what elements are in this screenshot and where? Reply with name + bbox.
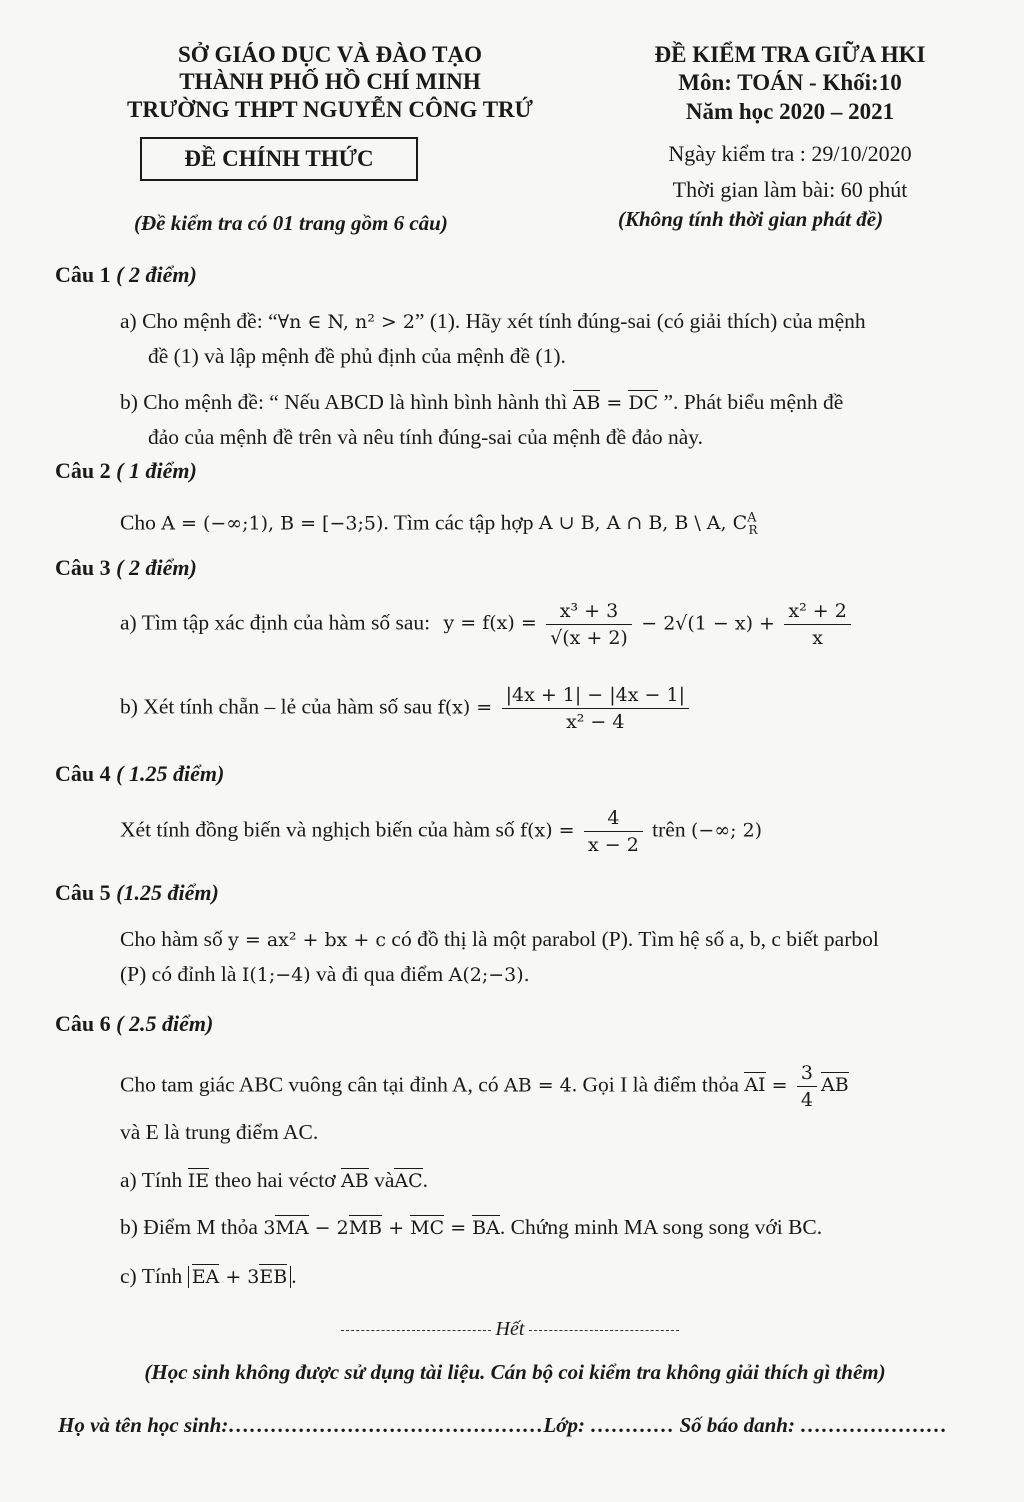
- question-6-midpoint: và E là trung điểm AC.: [120, 1120, 319, 1144]
- exam-title: ĐỀ KIỂM TRA GIỮA HKI: [654, 42, 926, 67]
- question-6b: b) Điểm M thỏa 3MA − 2MB + MC = BA. Chứng minh MA song song với BC.: [120, 1215, 823, 1239]
- question-4: Xét tính đồng biến và nghịch biến của hàm số f(x) = $\frac{4}{x - 2}$ trên (−∞; 2): [120, 807, 763, 856]
- question-6a: a) Tính IE theo hai véctơ AB vàAC.: [120, 1168, 429, 1192]
- question-5-title: Câu 5 (1.25 điểm): [55, 880, 219, 905]
- question-2-title: Câu 2 ( 1 điểm): [55, 458, 197, 483]
- class-field[interactable]: …………: [590, 1413, 675, 1437]
- school-name: TRƯỜNG THPT NGUYỄN CÔNG TRỨ: [127, 97, 533, 122]
- divider: [341, 1330, 491, 1331]
- footer-note: (Học sinh không được sử dụng tài liệu. Cán bộ coi kiểm tra không giải thích gì thêm): [144, 1360, 886, 1384]
- question-3a: a) Tìm tập xác định của hàm số sau: y = f(x) = $\frac{\text{x³ + 3}}{√(x + 2)}$ − 2√(1 − x) + $\frac{\text{x² + 2}}{x}$: [120, 598, 980, 651]
- department-name: SỞ GIÁO DỤC VÀ ĐÀO TẠO: [178, 42, 482, 67]
- subject-line: Môn: TOÁN - Khối:10: [678, 70, 902, 95]
- exam-header: [600, 40, 980, 205]
- question-4-title: Câu 4 ( 1.25 điểm): [55, 761, 225, 786]
- name-field[interactable]: ………………………………………: [228, 1413, 544, 1437]
- question-6c: c) Tính EA + 3EB .: [120, 1264, 297, 1288]
- name-label: Họ và tên học sinh:: [58, 1413, 229, 1437]
- question-1a: a) Cho mệnh đề: “∀n ∈ N, n² > 2” (1). Hãy xét tính đúng-sai (có giải thích) của mệnh đề (1) và lập mệnh đề phủ định của mệnh đề (1).: [120, 309, 866, 368]
- divider: [529, 1330, 679, 1331]
- student-info-line: [58, 1413, 978, 1438]
- question-6-title: Câu 6 ( 2.5 điểm): [55, 1011, 214, 1036]
- page-count-note: (Đề kiểm tra có 01 trang gồm 6 câu): [134, 211, 448, 235]
- class-label: Lớp:: [543, 1413, 585, 1437]
- official-exam-box: ĐỀ CHÍNH THỨC: [140, 137, 418, 181]
- school-header: [70, 40, 590, 125]
- school-year: Năm học 2020 – 2021: [685, 99, 895, 124]
- question-2: Cho A = (−∞;1), B = [−3;5). Tìm các tập hợp A ∪ B, A ∩ B, B \ A, $C^A_R$: [120, 510, 758, 538]
- end-mark: Hết: [325, 1318, 695, 1341]
- question-3-title: Câu 3 ( 2 điểm): [55, 555, 197, 580]
- question-1b: b) Cho mệnh đề: “ Nếu ABCD là hình bình hành thì AB = DC ”. Phát biểu mệnh đề đảo của mệnh đề trên và nêu tính đúng-sai của mệnh đề đảo này.: [120, 390, 844, 449]
- exam-date: Ngày kiểm tra : 29/10/2020: [668, 141, 912, 166]
- time-note: (Không tính thời gian phát đề): [618, 207, 884, 231]
- question-3b: b) Xét tính chẵn – lẻ của hàm số sau f(x) = $\frac{|4x + 1| - |4x - 1|}{\text{x² − 4}}$: [120, 682, 980, 735]
- question-6-intro: Cho tam giác ABC vuông cân tại đỉnh A, có AB = 4. Gọi I là điểm thỏa AI = $\frac{3}{4}$ AB: [120, 1062, 849, 1111]
- id-field[interactable]: …………………: [800, 1413, 948, 1437]
- question-5: Cho hàm số y = ax² + bx + c có đồ thị là một parabol (P). Tìm hệ số a, b, c biết parbol (P) có đỉnh là I(1;−4) và đi qua điểm A(2;−3).: [120, 927, 879, 986]
- exam-duration: Thời gian làm bài: 60 phút: [672, 177, 908, 202]
- id-label: Số báo danh:: [679, 1413, 795, 1437]
- question-1-title: Câu 1 ( 2 điểm): [55, 262, 197, 287]
- city-name: THÀNH PHỐ HỒ CHÍ MINH: [179, 69, 481, 94]
